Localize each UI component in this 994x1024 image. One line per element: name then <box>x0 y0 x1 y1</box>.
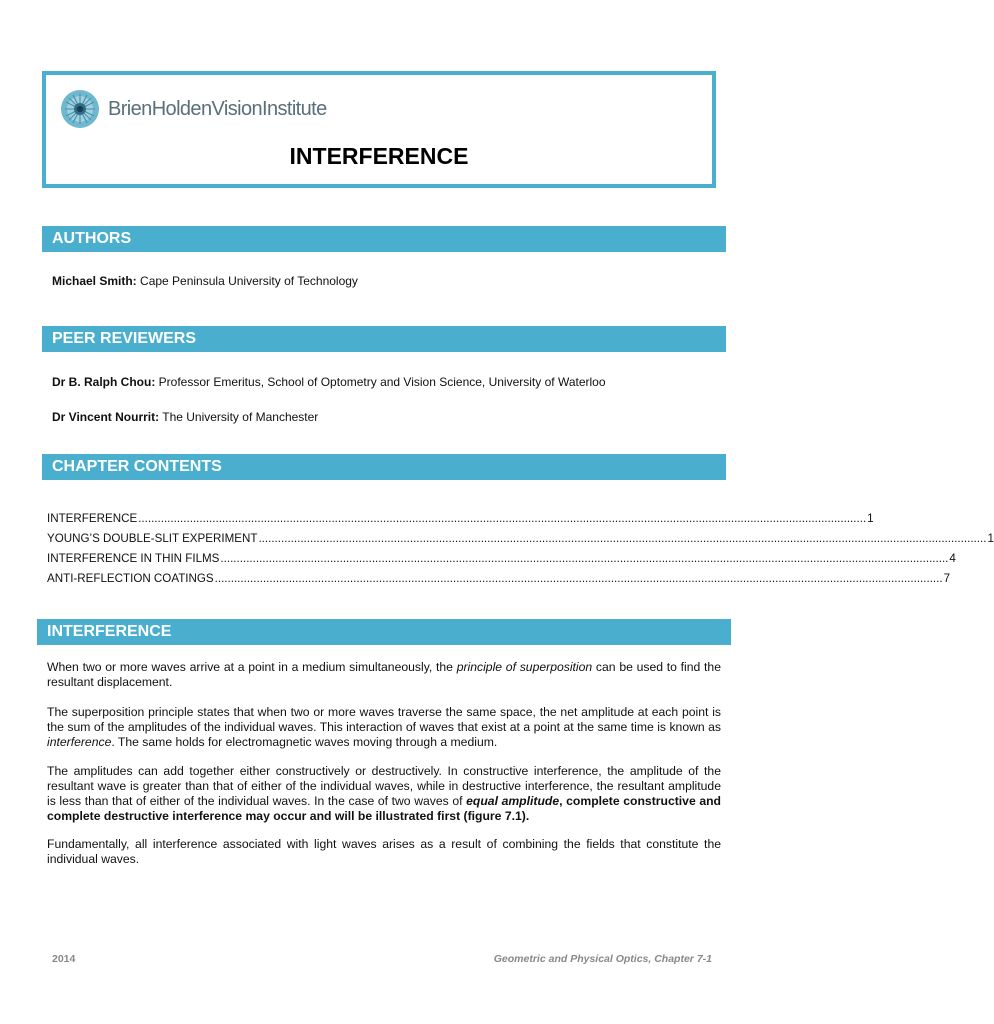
toc-entry[interactable] <box>47 506 874 526</box>
authors-heading: AUTHORS <box>42 226 726 252</box>
table-of-contents <box>47 506 994 586</box>
toc-entry-page: 7 <box>943 572 951 585</box>
logo-holden: Holden <box>151 97 212 120</box>
reviewer-affiliation: Professor Emeritus, School of Optometry and Vision Science, University of Waterloo <box>155 375 606 389</box>
chapter-contents-heading: CHAPTER CONTENTS <box>42 454 726 480</box>
toc-leader-dots: .................................................................................................................................................................................................................................. <box>258 532 987 545</box>
peer-reviewers-heading: PEER REVIEWERS <box>42 326 726 352</box>
author-name: Michael Smith: <box>52 274 137 288</box>
interference-heading: INTERFERENCE <box>37 619 731 645</box>
header-box <box>42 71 716 188</box>
paragraph <box>47 705 721 750</box>
eye-logo-icon <box>60 89 100 129</box>
toc-entry-title: INTERFERENCE IN THIN FILMS <box>47 552 220 565</box>
document-title: INTERFERENCE <box>289 143 469 169</box>
paragraph-text: . The same holds for electromagnetic waves moving through a medium. <box>111 735 498 749</box>
emphasis-text: equal amplitude <box>466 794 560 808</box>
reviewer-line <box>52 410 318 425</box>
toc-entry[interactable] <box>47 526 994 546</box>
author-affiliation: Cape Peninsula University of Technology <box>136 274 358 288</box>
reviewer-affiliation: The University of Manchester <box>159 410 319 424</box>
toc-leader-dots: .................................................................................................................................................................................................................................. <box>220 552 949 565</box>
reviewer-name: Dr B. Ralph Chou: <box>52 375 156 389</box>
toc-entry-page: 1 <box>987 532 994 545</box>
logo-vision: Vision <box>211 97 262 120</box>
paragraph-text: Fundamentally, all interference associated with light waves arises as a result of combining the fields that constitute the individual waves. <box>47 837 721 866</box>
paragraph <box>47 660 721 690</box>
paragraph-text: When two or more waves arrive at a point in a medium simultaneously, the <box>47 660 457 674</box>
paragraph-text: The amplitudes can add together either constructively or destructively. In constructive interference, the amplitude of the resultant wave is greater than that of either of the individual waves, while in destructive interference, the resultant amplitude is less than that of either of the individual waves. In the case of two waves of <box>47 764 721 808</box>
footer-year: 2014 <box>52 953 76 965</box>
footer-chapter: Geometric and Physical Optics, Chapter 7-1 <box>493 953 712 965</box>
toc-entry[interactable] <box>47 546 956 566</box>
toc-entry-title: INTERFERENCE <box>47 512 138 525</box>
bold-text: , complete constructive and complete destructive interference may occur and will be illustrated first (figure 7.1). <box>47 794 722 823</box>
logo-wordmark <box>108 98 327 121</box>
reviewer-line <box>52 375 606 390</box>
toc-entry-page: 4 <box>949 552 956 565</box>
paragraph-text: can be used to find the resultant displacement. <box>47 660 721 689</box>
toc-entry-page: 1 <box>867 512 874 525</box>
toc-entry-title: ANTI-REFLECTION COATINGS <box>47 572 214 585</box>
reviewer-name: Dr Vincent Nourrit: <box>52 410 160 424</box>
toc-entry[interactable] <box>47 566 951 586</box>
logo-brien: Brien <box>108 97 152 120</box>
paragraph-text: The superposition principle states that when two or more waves traverse the same space, the net amplitude at each point is the sum of the amplitudes of the individual waves. This interaction of waves that exist at a point at the same time is known as <box>47 705 721 734</box>
toc-entry-title: YOUNG’S DOUBLE-SLIT EXPERIMENT <box>47 532 258 545</box>
emphasis-text: interference <box>47 735 112 749</box>
brand-logo <box>60 89 327 129</box>
paragraph <box>47 764 721 824</box>
logo-institute: Institute <box>262 97 327 120</box>
toc-leader-dots: .................................................................................................................................................................................................................................. <box>138 512 867 525</box>
paragraph <box>47 837 721 867</box>
author-line <box>52 274 358 289</box>
toc-leader-dots: .................................................................................................................................................................................................................................. <box>214 572 943 585</box>
emphasis-text: principle of superposition <box>456 660 593 674</box>
